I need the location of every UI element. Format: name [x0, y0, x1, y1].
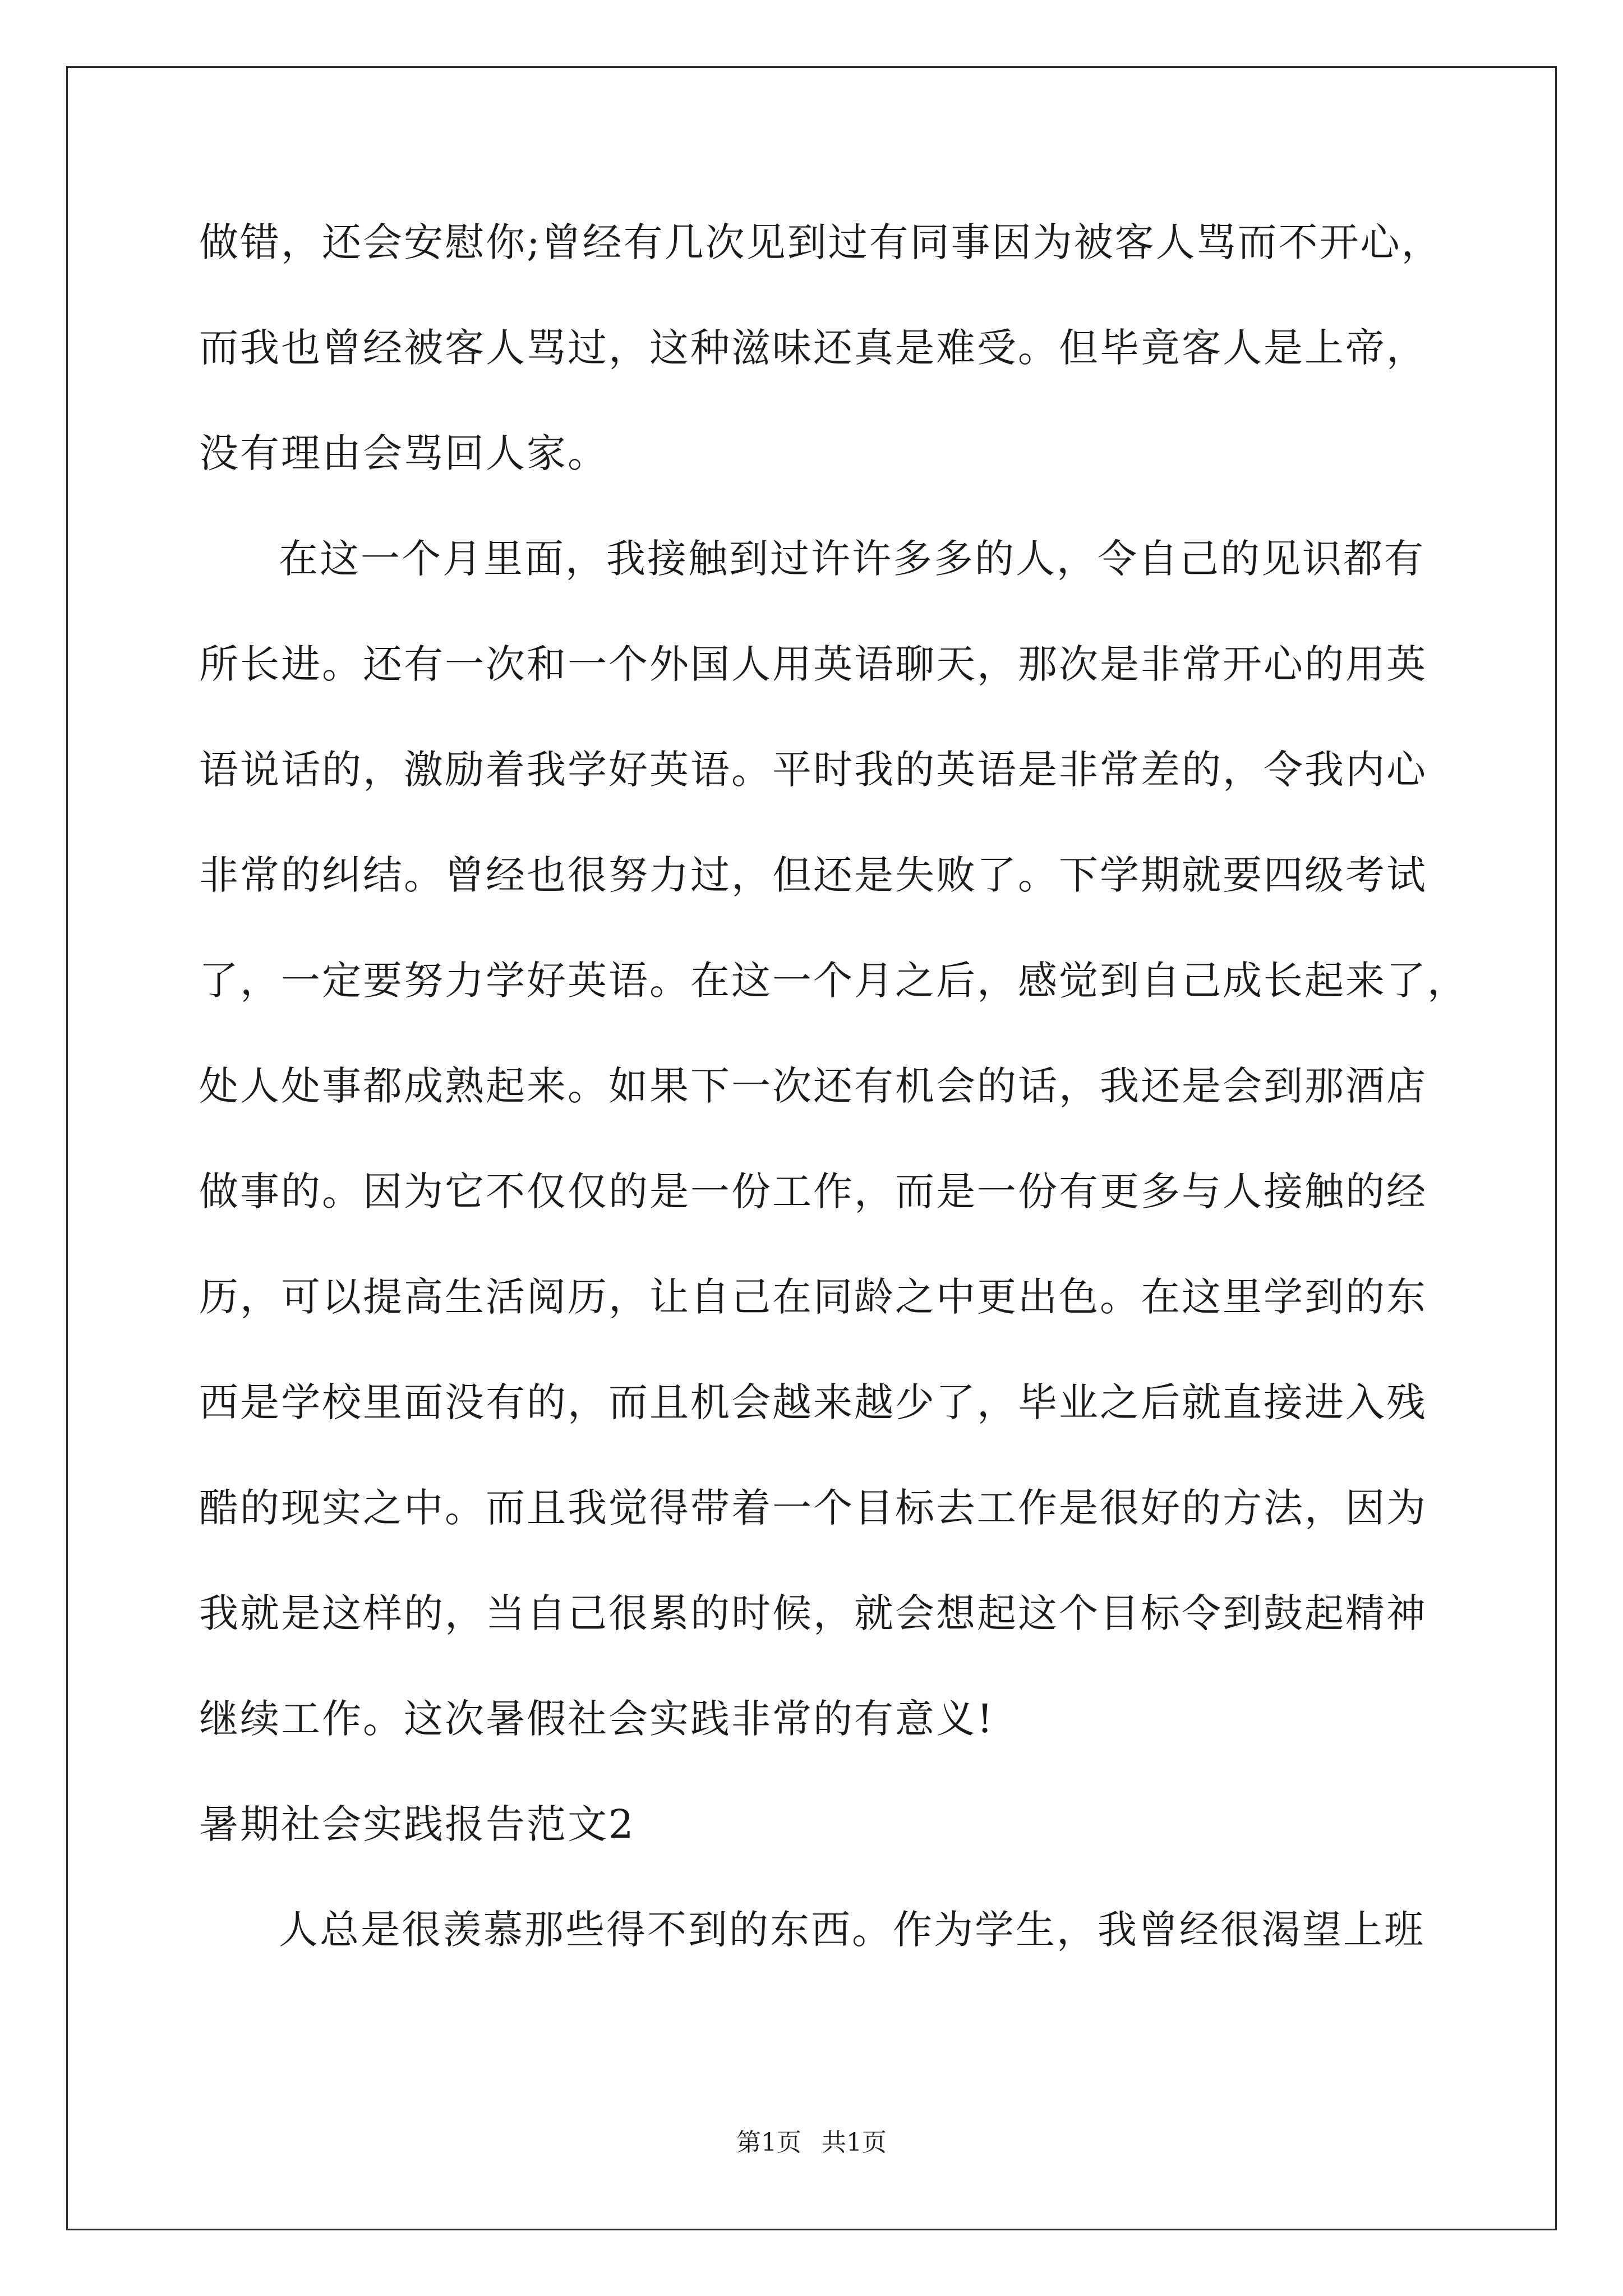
text-line-5: 所长进。还有一次和一个外国人用英语聊天，那次是非常开心的用英: [199, 641, 1427, 687]
text-line-14: 我就是这样的，当自己很累的时候，就会想起这个目标令到鼓起精神: [199, 1590, 1427, 1636]
document-body: [199, 190, 1468, 1982]
section-heading: 暑期社会实践报告范文2: [199, 1801, 635, 1847]
text-line-1: 做错，还会安慰你;曾经有几次见到过有同事因为被客人骂而不开心，: [199, 219, 1442, 265]
page-footer: [0, 2126, 1623, 2160]
text-line-11: 历，可以提高生活阅历，让自己在同龄之中更出色。在这里学到的东: [199, 1274, 1427, 1320]
text-line-13: 酷的现实之中。而且我觉得带着一个目标去工作是很好的方法，因为: [199, 1485, 1427, 1531]
text-line-4: 在这一个月里面，我接触到过许许多多的人，令自己的见识都有: [279, 536, 1425, 582]
text-line-2: 而我也曾经被客人骂过，这种滋味还真是难受。但毕竟客人是上帝，: [199, 325, 1427, 371]
text-line-9: 处人处事都成熟起来。如果下一次还有机会的话，我还是会到那酒店: [199, 1063, 1427, 1109]
text-line-12: 西是学校里面没有的，而且机会越来越少了，毕业之后就直接进入残: [199, 1379, 1427, 1425]
text-line-6: 语说话的，激励着我学好英语。平时我的英语是非常差的，令我内心: [199, 747, 1427, 793]
text-line-10: 做事的。因为它不仅仅的是一份工作，而是一份有更多与人接触的经: [199, 1168, 1427, 1214]
text-line-7: 非常的纠结。曾经也很努力过，但还是失败了。下学期就要四级考试: [199, 852, 1427, 898]
text-line-3: 没有理由会骂回人家。: [199, 430, 608, 476]
page-total: 共1页: [822, 2128, 887, 2157]
text-line-8: 了，一定要努力学好英语。在这一个月之后，感觉到自己成长起来了，: [199, 958, 1468, 1004]
text-line-17: 人总是很羡慕那些得不到的东西。作为学生，我曾经很渴望上班: [279, 1907, 1425, 1953]
page-number: 第1页: [736, 2128, 801, 2157]
text-line-15: 继续工作。这次暑假社会实践非常的有意义!: [199, 1696, 995, 1742]
